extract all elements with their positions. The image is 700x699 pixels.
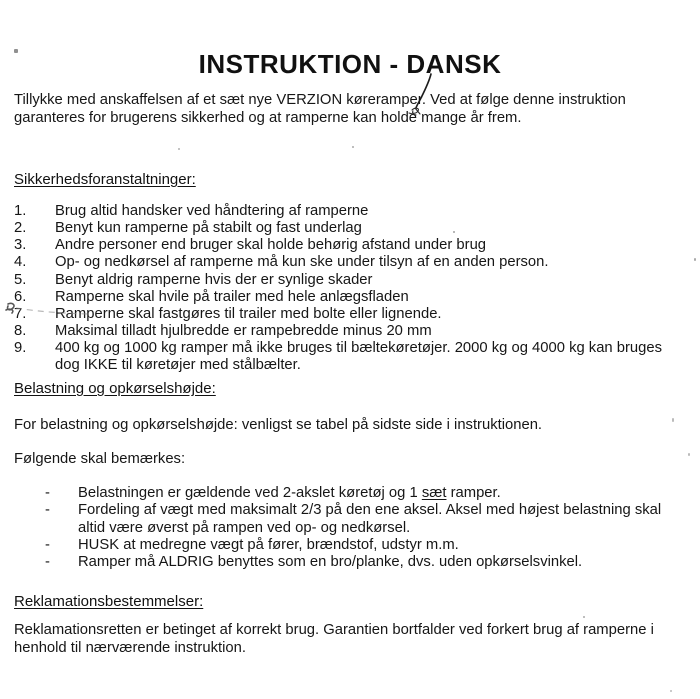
list-item-text: Ramper må ALDRIG benyttes som en bro/planke, dvs. uden opkørselsvinkel.	[78, 554, 583, 571]
list-item	[45, 537, 695, 554]
list-item	[14, 272, 694, 289]
list-item-text: Ramperne skal fastgøres til trailer med bolte eller lignende.	[55, 305, 442, 322]
claims-paragraph	[14, 622, 654, 657]
list-item-bullet: -	[45, 502, 50, 519]
scan-noise-dot	[453, 231, 455, 233]
list-item	[14, 289, 694, 306]
load-note: For belastning og opkørselshøjde: venligst se tabel på sidste side i instruktionen.	[14, 417, 543, 433]
list-item-text-line1: 400 kg og 1000 kg ramper må ikke bruges til bæltekøretøjer. 2000 kg og 4000 kg kan bruges	[55, 340, 663, 357]
safety-numbered-list	[14, 203, 694, 375]
scan-noise-dot	[672, 418, 674, 422]
list-item	[14, 203, 694, 220]
list-item-text	[78, 502, 661, 537]
list-item	[14, 306, 694, 323]
list-item-text	[78, 485, 501, 502]
scan-noise-dot	[178, 148, 180, 150]
list-item-number: 2.	[14, 220, 27, 237]
remarks-label: Følgende skal bemærkes:	[14, 451, 186, 467]
list-item	[45, 554, 695, 571]
list-item-text-line2: dog IKKE til køretøjer med stålbælter.	[55, 357, 301, 374]
intro-paragraph	[14, 92, 626, 127]
heading-load-and-ramp-height: Belastning og opkørselshøjde:	[14, 380, 216, 397]
list-item	[45, 485, 695, 502]
list-item-text: Ramperne skal hvile på trailer med hele anlægsfladen	[55, 288, 409, 305]
heading-claims-provisions: Reklamationsbestemmelser:	[14, 593, 204, 610]
claims-line-2: henhold til nærværende instruktion.	[14, 639, 246, 656]
list-item	[14, 220, 694, 237]
remark-text-line1: Fordeling af vægt med maksimalt 2/3 på den ene aksel. Aksel med højest belastning skal	[78, 502, 662, 519]
remarks-dash-list	[45, 485, 695, 571]
list-item	[14, 254, 694, 271]
scan-noise-dot	[352, 146, 354, 148]
remark-text-pre: Belastningen er gældende ved 2-akslet køretøj og 1	[78, 485, 422, 501]
list-item-bullet: -	[45, 554, 50, 571]
list-item-number: 6.	[14, 288, 27, 305]
list-item-text: Brug altid handsker ved håndtering af ramperne	[55, 203, 369, 219]
scan-noise-dot	[583, 616, 585, 618]
scan-noise-dot	[688, 453, 690, 456]
list-item-text	[55, 340, 662, 374]
remark-text-line2: altid være øverst på rampen ved op- og nedkørsel.	[78, 519, 411, 536]
list-item-text: Benyt aldrig ramperne hvis der er synlige skader	[55, 271, 373, 288]
remark-underlined-word: sæt	[421, 485, 447, 501]
list-item	[14, 323, 694, 340]
list-item-number: 3.	[14, 237, 27, 254]
scan-noise-dot	[670, 690, 672, 692]
list-item-number: 7.	[14, 305, 27, 322]
list-item-bullet: -	[45, 485, 50, 501]
list-item-text: Op- og nedkørsel af ramperne må kun ske under tilsyn af en anden person.	[55, 254, 549, 271]
list-item	[45, 502, 695, 537]
list-item-text: Benyt kun ramperne på stabilt og fast underlag	[55, 220, 362, 237]
list-item-number: 1.	[14, 203, 27, 219]
intro-line-1: Tillykke med anskaffelsen af et sæt nye VERZION køreramper. Ved at følge denne instruktion	[14, 92, 626, 108]
heading-safety-precautions: Sikkerhedsforanstaltninger:	[14, 171, 196, 188]
claims-line-1: Reklamationsretten er betinget af korrekt brug. Garantien bortfalder ved forkert brug af ramperne i	[14, 622, 654, 638]
list-item-number: 5.	[14, 271, 27, 288]
list-item-text: HUSK at medregne vægt på fører, brændstof, udstyr m.m.	[78, 536, 459, 553]
scan-noise-dot	[14, 49, 18, 53]
intro-line-2: garanteres for brugerens sikkerhed og at ramperne kan holde mange år frem.	[14, 109, 522, 126]
page-title: INSTRUKTION - DANSK	[198, 49, 502, 79]
list-item-text: Andre personer end bruger skal holde behørig afstand under brug	[55, 237, 487, 254]
scan-noise-dot	[694, 258, 696, 261]
list-item	[14, 237, 694, 254]
list-item-text: Maksimal tilladt hjulbredde er rampebredde minus 20 mm	[55, 323, 432, 340]
list-item-number: 4.	[14, 254, 27, 271]
list-item	[14, 340, 694, 374]
list-item-number: 9.	[14, 340, 27, 357]
remark-text-post: ramper.	[446, 485, 501, 501]
list-item-number: 8.	[14, 323, 27, 340]
list-item-bullet: -	[45, 536, 50, 553]
